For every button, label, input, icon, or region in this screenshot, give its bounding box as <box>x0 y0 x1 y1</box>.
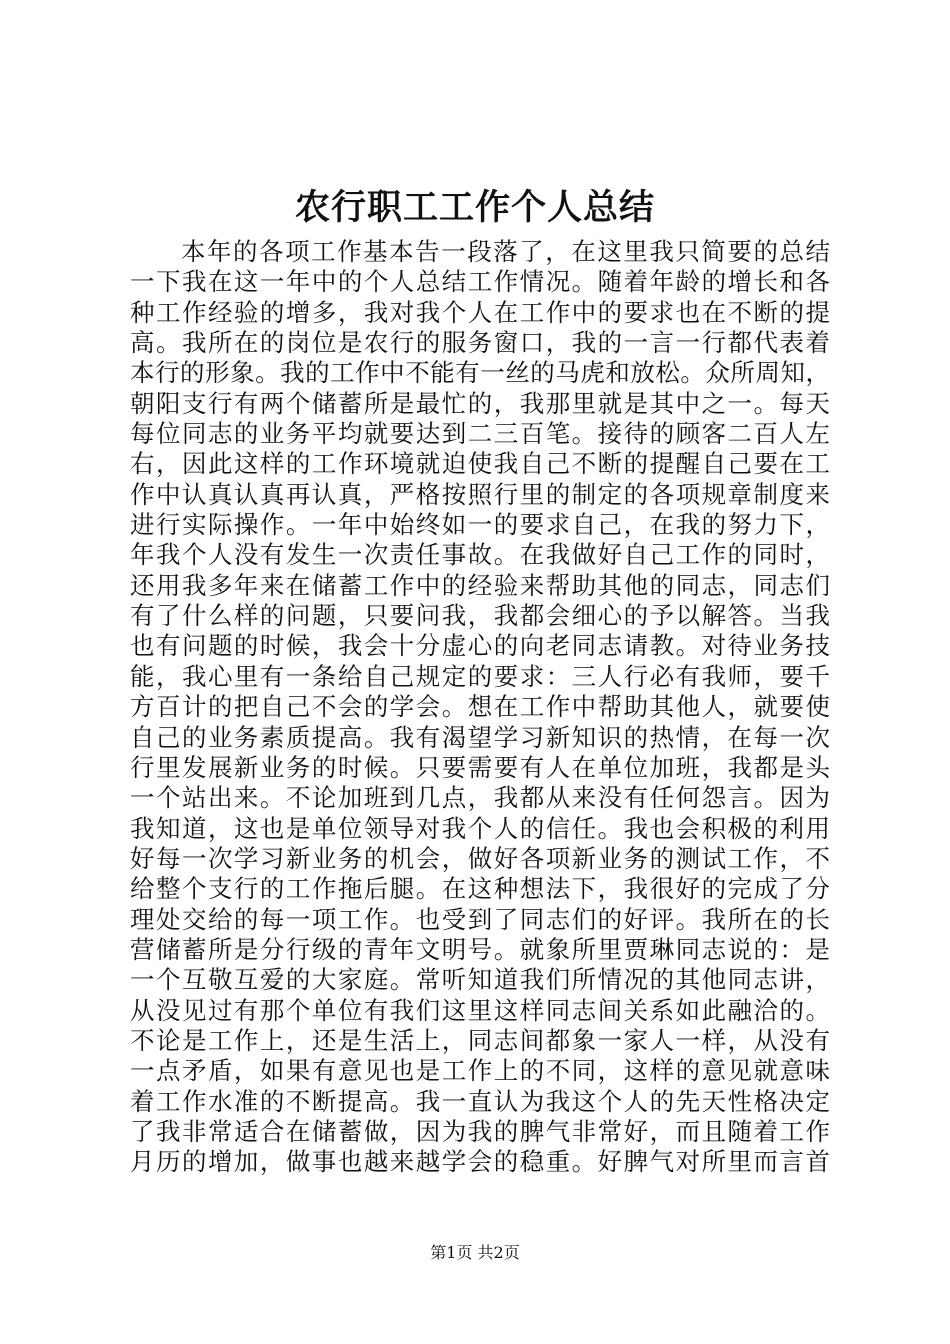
paragraph-line: 一个互敬互爱的大家庭。常听知道我们所情况的其他同志讲， <box>130 965 830 995</box>
paragraph-line: 本年的各项工作基本告一段落了，在这里我只简要的总结 <box>181 237 830 266</box>
paragraph-line: 也有问题的时候，我会十分虚心的向老同志请教。对待业务技 <box>130 631 830 661</box>
paragraph-line: 还用我多年来在储蓄工作中的经验来帮助其他的同志，同志们 <box>130 570 830 600</box>
paragraph-line: 自己的业务素质提高。我有渴望学习新知识的热情，在每一次 <box>130 722 830 752</box>
paragraph-line: 本行的形象。我的工作中不能有一丝的马虎和放松。众所周知， <box>130 358 830 388</box>
paragraph-line: 给整个支行的工作拖后腿。在这种想法下，我很好的完成了分 <box>130 874 830 904</box>
paragraph-line: 从没见过有那个单位有我们这里这样同志间关系如此融洽的。 <box>130 995 830 1025</box>
paragraph-line: 一个站出来。不论加班到几点，我都从来没有任何怨言。因为 <box>130 783 830 813</box>
paragraph-line: 好每一次学习新业务的机会，做好各项新业务的测试工作，不 <box>130 843 830 873</box>
paragraph-line: 方百计的把自己不会的学会。想在工作中帮助其他人，就要使 <box>130 692 830 722</box>
paragraph-line: 作中认真认真再认真，严格按照行里的制定的各项规章制度来 <box>130 479 830 509</box>
paragraph-line: 了我非常适合在储蓄做，因为我的脾气非常好，而且随着工作 <box>130 1116 830 1146</box>
paragraph-line: 一点矛盾，如果有意见也是工作上的不同，这样的意见就意味 <box>130 1056 830 1086</box>
page-footer: 第1页 共2页 <box>430 1243 520 1262</box>
paragraph-line: 营储蓄所是分行级的青年文明号。就象所里贾琳同志说的：是 <box>130 934 830 964</box>
paragraph-line: 朝阳支行有两个储蓄所是最忙的，我那里就是其中之一。每天 <box>130 388 830 418</box>
paragraph-line: 能，我心里有一条给自己规定的要求：三人行必有我师，要千 <box>130 661 830 691</box>
paragraph-line: 一下我在这一年中的个人总结工作情况。随着年龄的增长和各 <box>130 267 830 297</box>
page-title: 农行职工工作个人总结 <box>294 187 655 228</box>
paragraph-line: 进行实际操作。一年中始终如一的要求自己，在我的努力下， <box>130 510 830 540</box>
paragraph-line: 我知道，这也是单位领导对我个人的信任。我也会积极的利用 <box>130 813 830 843</box>
paragraph-line: 着工作水准的不断提高。我一直认为我这个人的先天性格决定 <box>130 1086 830 1116</box>
paragraph-line: 每位同志的业务平均就要达到二三百笔。接待的顾客二百人左 <box>130 419 830 449</box>
paragraph-line: 月历的增加，做事也越来越学会的稳重。好脾气对所里而言首 <box>130 1147 830 1177</box>
paragraph-line: 年我个人没有发生一次责任事故。在我做好自己工作的同时， <box>130 540 830 570</box>
paragraph-line: 行里发展新业务的时候。只要需要有人在单位加班，我都是头 <box>130 752 830 782</box>
paragraph-line: 高。我所在的岗位是农行的服务窗口，我的一言一行都代表着 <box>130 328 830 358</box>
body-paragraph <box>130 237 830 1178</box>
paragraph-line: 种工作经验的增多，我对我个人在工作中的要求也在不断的提 <box>130 297 830 327</box>
paragraph-line: 不论是工作上，还是生活上，同志间都象一家人一样，从没有 <box>130 1025 830 1055</box>
paragraph-line: 右，因此这样的工作环境就迫使我自己不断的提醒自己要在工 <box>130 449 830 479</box>
paragraph-line: 理处交给的每一项工作。也受到了同志们的好评。我所在的长 <box>130 904 830 934</box>
paragraph-line: 有了什么样的问题，只要问我，我都会细心的予以解答。当我 <box>130 601 830 631</box>
